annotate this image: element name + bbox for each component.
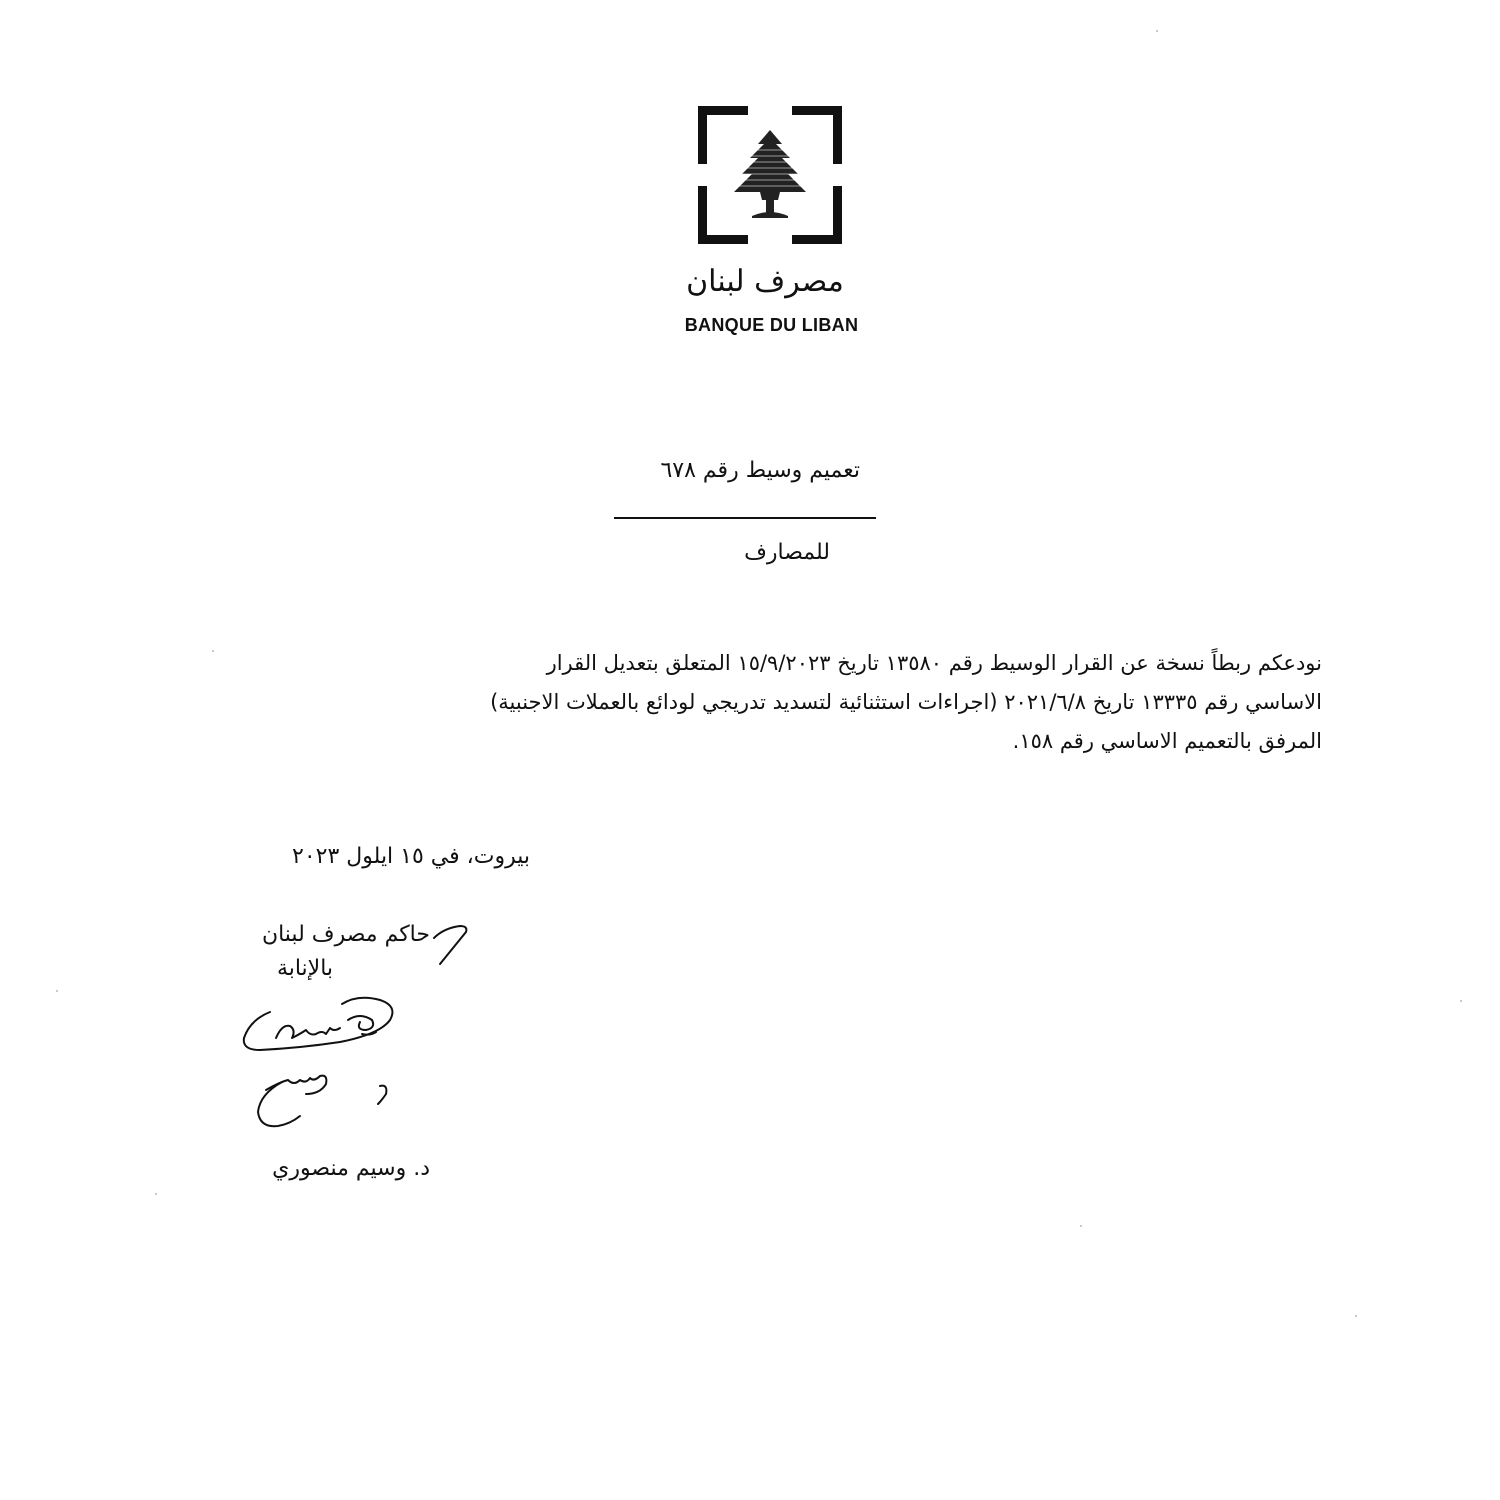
circular-title: تعميم وسيط رقم ٦٧٨ bbox=[660, 458, 860, 483]
signatory-name: د. وسيم منصوري bbox=[272, 1156, 430, 1181]
title-divider bbox=[614, 517, 876, 519]
bank-name-arabic: مصرف لبنان bbox=[686, 264, 844, 299]
cedar-tree-icon bbox=[690, 100, 850, 250]
body-paragraph bbox=[222, 644, 1322, 761]
scan-speck bbox=[1156, 30, 1158, 32]
body-line: نودعكم ربطاً نسخة عن القرار الوسيط رقم ١٣٥٨٠ تاريخ ١٥/٩/٢٠٢٣ المتعلق بتعديل القرار bbox=[546, 651, 1322, 675]
scan-speck bbox=[212, 650, 214, 652]
signatory-role: بالإنابة bbox=[276, 956, 334, 981]
bank-logo bbox=[690, 100, 850, 250]
scan-speck bbox=[1080, 1225, 1082, 1227]
body-line: الاساسي رقم ١٣٣٣٥ تاريخ ٢٠٢١/٦/٨ (اجراءات استثنائية لتسديد تدريجي لودائع بالعملات الاجنبية) bbox=[490, 690, 1322, 714]
handwritten-signature bbox=[230, 990, 420, 1140]
scan-speck bbox=[1355, 1315, 1357, 1317]
addressee: للمصارف bbox=[744, 540, 830, 565]
scan-speck bbox=[56, 990, 58, 992]
initial-mark-icon bbox=[430, 918, 475, 968]
bank-name-latin: BANQUE DU LIBAN bbox=[684, 315, 859, 335]
place-and-date: بيروت، في ١٥ ايلول ٢٠٢٣ bbox=[292, 844, 530, 869]
signatory-title: حاكم مصرف لبنان bbox=[261, 922, 430, 947]
scan-speck bbox=[155, 1193, 157, 1195]
body-line: المرفق بالتعميم الاساسي رقم ١٥٨. bbox=[1012, 729, 1322, 753]
scan-speck bbox=[1460, 1000, 1462, 1002]
